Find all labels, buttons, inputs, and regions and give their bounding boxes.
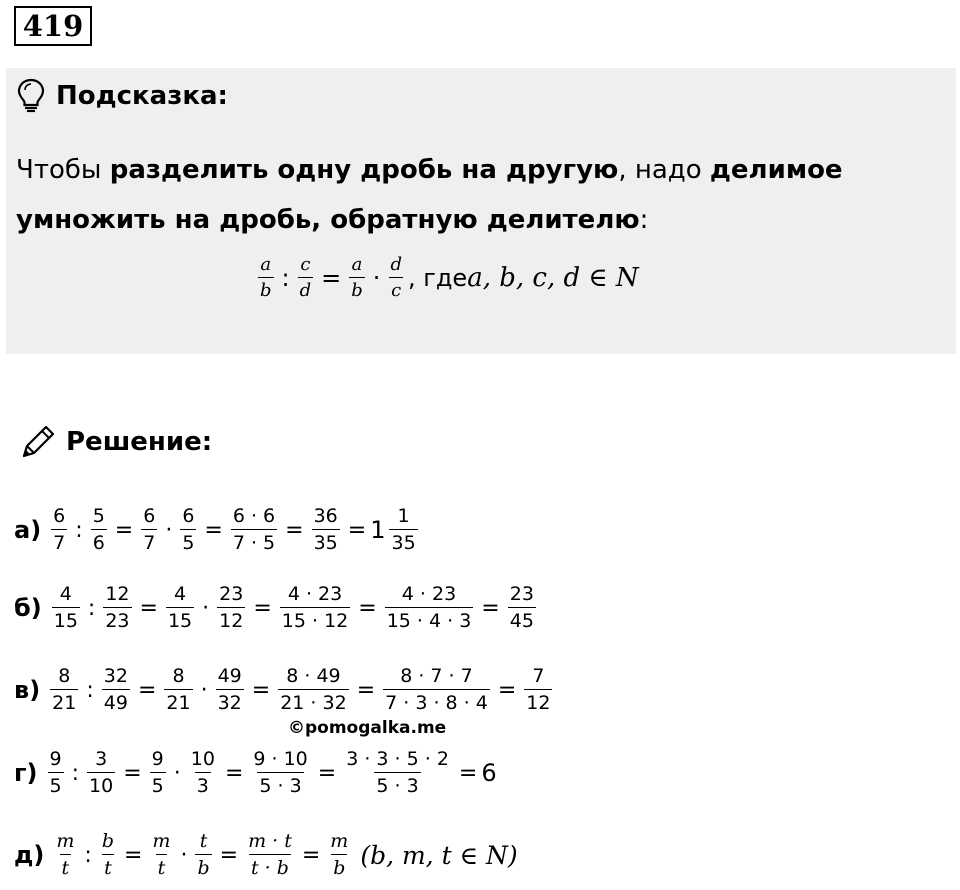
denominator: b <box>195 854 211 878</box>
operator: : <box>281 264 290 292</box>
numerator: 6 <box>143 505 156 527</box>
numerator: 4 · 23 <box>401 583 457 605</box>
operator: = <box>251 677 271 703</box>
denominator: b <box>258 277 274 300</box>
denominator: 12 <box>217 607 245 631</box>
solution-row-v <box>14 655 556 725</box>
operator: = <box>123 842 143 868</box>
solution-row-d <box>14 820 518 890</box>
fraction <box>258 256 274 300</box>
hint-bold-part: делимое умножить на дробь, обратную делителю <box>16 155 843 235</box>
fraction <box>150 832 172 878</box>
denominator: 5 <box>180 529 196 553</box>
operator: : <box>84 842 92 868</box>
fraction <box>385 585 474 631</box>
fraction <box>166 585 194 631</box>
numerator: d <box>390 254 402 275</box>
fraction <box>280 585 350 631</box>
denominator: 35 <box>389 529 417 553</box>
numerator: 3 · 3 · 5 · 2 <box>346 748 449 770</box>
denominator: 5 · 3 <box>257 772 303 796</box>
solution-header <box>18 422 212 462</box>
denominator: 21 · 32 <box>278 689 348 713</box>
fraction <box>349 256 365 300</box>
denominator: d <box>298 277 314 300</box>
task-number: 419 <box>14 6 92 46</box>
denominator: b <box>349 277 365 300</box>
denominator: 15 · 4 · 3 <box>385 607 474 631</box>
fraction <box>54 832 76 878</box>
operator: = <box>321 264 342 292</box>
fraction <box>231 507 277 553</box>
numerator: 8 · 7 · 7 <box>400 665 473 687</box>
fraction <box>246 832 294 878</box>
row-label: в) <box>14 676 41 704</box>
fraction <box>312 507 340 553</box>
hint-header <box>16 78 228 114</box>
denominator: 7 · 5 <box>231 529 277 553</box>
row-label: б) <box>14 594 42 622</box>
fraction <box>100 832 116 878</box>
fraction <box>344 750 451 796</box>
fraction <box>91 507 107 553</box>
fraction <box>389 507 417 553</box>
operator: = <box>253 595 272 621</box>
operator: = <box>123 760 142 786</box>
fraction <box>52 585 80 631</box>
operator: = <box>285 517 304 543</box>
denominator: t <box>60 854 72 878</box>
fraction <box>328 832 350 878</box>
operator: · <box>202 595 210 621</box>
operator: = <box>139 595 158 621</box>
numerator: 8 · 49 <box>286 665 341 687</box>
fraction <box>278 667 348 713</box>
fraction <box>251 750 309 796</box>
numerator: c <box>300 254 311 275</box>
numerator: m <box>152 830 171 852</box>
numerator: 3 <box>95 748 108 770</box>
numerator: m <box>330 830 349 852</box>
operator: · <box>372 264 381 292</box>
hint-text-part: : <box>639 205 649 235</box>
numerator: 10 <box>190 748 215 770</box>
denominator: t <box>102 854 114 878</box>
denominator: 21 <box>50 689 78 713</box>
operator: = <box>114 517 134 543</box>
numerator: 4 · 23 <box>287 583 343 605</box>
numerator: 23 <box>219 583 244 605</box>
numerator: 12 <box>105 583 130 605</box>
denominator: 6 <box>91 529 107 553</box>
solution-row-b <box>14 573 540 643</box>
operator: = <box>356 677 376 703</box>
numerator: 8 <box>172 665 185 687</box>
numerator: 9 <box>151 748 164 770</box>
solution-row-a <box>14 495 422 565</box>
denominator: 45 <box>508 607 536 631</box>
denominator: 7 · 3 · 8 · 4 <box>383 689 490 713</box>
fraction <box>383 667 490 713</box>
numerator: 4 <box>174 583 187 605</box>
operator: · <box>173 760 181 786</box>
denominator: 10 <box>87 772 115 796</box>
denominator: 15 · 12 <box>280 607 350 631</box>
numerator: 36 <box>313 505 338 527</box>
operator: = <box>497 677 517 703</box>
numerator: 4 <box>59 583 72 605</box>
fraction <box>388 256 404 300</box>
numerator: 7 <box>532 665 545 687</box>
numerator: 8 <box>58 665 71 687</box>
fraction <box>51 507 67 553</box>
operator: = <box>317 760 337 786</box>
fraction <box>217 585 245 631</box>
numerator: m · t <box>248 830 292 852</box>
numerator: 6 · 6 <box>232 505 276 527</box>
operator: = <box>219 842 239 868</box>
operator: = <box>347 517 367 543</box>
numerator: 9 <box>49 748 62 770</box>
fraction <box>189 750 217 796</box>
denominator: t · b <box>249 854 291 878</box>
solution-row-g <box>14 738 497 808</box>
denominator: 12 <box>524 689 552 713</box>
operator: = <box>137 677 157 703</box>
hint-text-part: Чтобы <box>16 155 110 185</box>
operator: : <box>86 677 94 703</box>
denominator: 15 <box>52 607 80 631</box>
denominator: 5 · 3 <box>374 772 420 796</box>
denominator: 15 <box>166 607 194 631</box>
operator: · <box>180 842 188 868</box>
fraction <box>141 507 157 553</box>
fraction <box>103 585 131 631</box>
operator: · <box>165 517 173 543</box>
hint-bold-part: разделить одну дробь на другую <box>109 155 619 185</box>
numerator: 32 <box>103 665 128 687</box>
numerator: 1 <box>397 505 410 527</box>
division-rule-formula <box>254 246 639 310</box>
numerator: 5 <box>92 505 105 527</box>
fraction <box>180 507 196 553</box>
operator: = <box>224 760 244 786</box>
whole-part: 1 <box>370 516 386 544</box>
row-label: г) <box>14 759 38 787</box>
numerator: 49 <box>217 665 242 687</box>
denominator: 7 <box>51 529 67 553</box>
hint-text <box>16 145 936 245</box>
denominator: c <box>389 277 403 300</box>
numerator: t <box>199 830 208 852</box>
denominator: t <box>156 854 168 878</box>
fraction <box>102 667 130 713</box>
operator: = <box>481 595 500 621</box>
fraction <box>195 832 211 878</box>
denominator: 23 <box>103 607 131 631</box>
condition-text: (b, m, t ∈ N) <box>360 840 518 870</box>
hint-text-part: , надо <box>618 155 710 185</box>
row-label: а) <box>14 516 42 544</box>
fraction <box>150 750 166 796</box>
fraction <box>216 667 244 713</box>
numerator: b <box>101 830 114 852</box>
denominator: 32 <box>216 689 244 713</box>
denominator: 5 <box>150 772 166 796</box>
rule-variables: a, b, c, d ∈ N <box>467 263 639 293</box>
numerator: m <box>56 830 75 852</box>
fraction <box>50 667 78 713</box>
operator: = <box>358 595 377 621</box>
denominator: 3 <box>195 772 211 796</box>
denominator: 49 <box>102 689 130 713</box>
fraction <box>508 585 536 631</box>
numerator: 6 <box>182 505 195 527</box>
solution-title: Решение: <box>66 427 213 457</box>
fraction <box>298 256 314 300</box>
fraction <box>164 667 192 713</box>
fraction <box>48 750 64 796</box>
operator: : <box>87 595 96 621</box>
operator: : <box>75 517 83 543</box>
numerator: 23 <box>509 583 534 605</box>
operator: = <box>204 517 223 543</box>
denominator: 35 <box>312 529 340 553</box>
row-label: д) <box>14 841 45 869</box>
operator: = <box>458 760 478 786</box>
numerator: a <box>351 254 363 275</box>
numerator: 9 · 10 <box>253 748 308 770</box>
numerator: a <box>260 254 272 275</box>
denominator: b <box>331 854 347 878</box>
operator: · <box>200 677 208 703</box>
operator: : <box>71 760 80 786</box>
hint-title: Подсказка: <box>56 81 228 111</box>
watermark: ©pomogalka.me <box>288 718 447 738</box>
denominator: 7 <box>141 529 157 553</box>
fraction <box>524 667 552 713</box>
result-value: 6 <box>481 759 497 787</box>
denominator: 5 <box>48 772 64 796</box>
lightbulb-icon <box>16 78 46 114</box>
denominator: 21 <box>164 689 192 713</box>
operator: = <box>301 842 321 868</box>
fraction <box>87 750 115 796</box>
numerator: 6 <box>53 505 66 527</box>
rule-where-text: , где <box>407 264 468 292</box>
pencil-icon <box>18 422 58 462</box>
